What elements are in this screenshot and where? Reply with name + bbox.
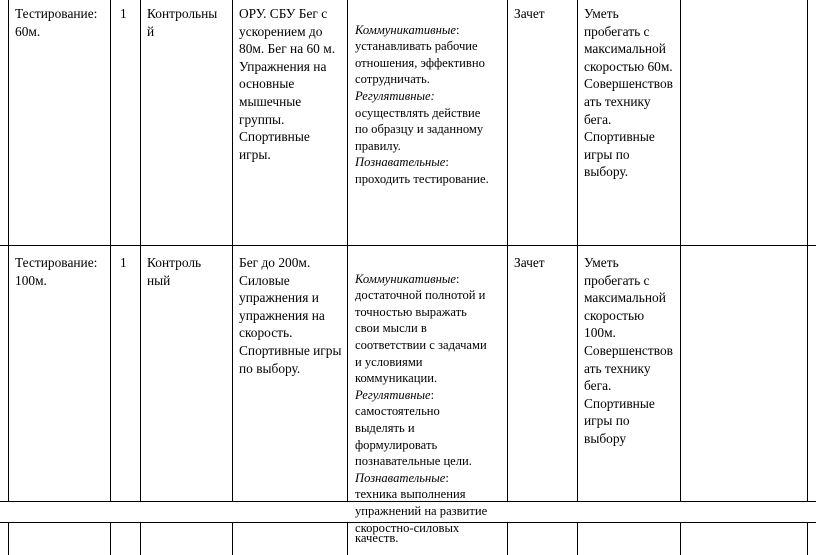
- uud-text: осуществлять действие по образцу и заданному правилу.: [355, 105, 484, 153]
- table-border: [807, 0, 808, 502]
- uud-label-regulative: Регулятивные:: [355, 387, 435, 402]
- control-cell: Зачет: [514, 255, 545, 270]
- table-border: [347, 522, 348, 555]
- table-border: [232, 0, 233, 502]
- table-border: [232, 522, 233, 555]
- hours-cell: 1: [120, 6, 127, 21]
- uud-cell: [355, 254, 505, 536]
- lesson-type-cell: Контрольны й: [147, 6, 218, 39]
- uud-label-cognitive: Познавательные:: [355, 155, 449, 170]
- content-cell: Бег до 200м. Силовые упражнения и упражнения на скорость. Спортивные игры по выбору.: [239, 255, 342, 376]
- topic-cell: Тестирование: 60м.: [15, 6, 98, 39]
- uud-text: самостоятельно выделять и формулировать познавательные цели.: [355, 404, 472, 469]
- table-border: [507, 0, 508, 502]
- result-cell: Уметь пробегать с максимальной скоростью 60м. Совершенствов ать технику бега. Спортивные игры по выбору.: [584, 6, 673, 180]
- table-border: [807, 522, 808, 555]
- table-border: [577, 0, 578, 502]
- table-border: [347, 0, 348, 502]
- table-border: [577, 522, 578, 555]
- uud-text: проходить тестирование.: [355, 171, 489, 186]
- table-border: [140, 0, 141, 502]
- uud-label-cognitive: Познавательные:: [355, 470, 449, 485]
- table-border: [8, 0, 9, 502]
- content-cell: ОРУ. СБУ Бег с ускорением до 80м. Бег на 60 м. Упражнения на основные мышечные группы. Спортивные игры.: [239, 6, 336, 162]
- lesson-type-cell: Контроль ный: [147, 255, 202, 288]
- control-cell: Зачет: [514, 6, 545, 21]
- uud-label-regulative: Регулятивные:: [355, 88, 435, 103]
- table-border: [110, 522, 111, 555]
- uud-cell: [355, 5, 505, 188]
- table-border: [8, 522, 9, 555]
- table-border: [680, 0, 681, 502]
- table-border: [140, 522, 141, 555]
- uud-label-communicative: Коммуникативные:: [355, 22, 460, 37]
- table-border: [0, 245, 816, 246]
- uud-text: достаточной полнотой и точностью выражать свои мысли в соответствии с задачами и условиями коммуникации.: [355, 288, 487, 386]
- uud-text: техника выполнения упражнений на развитие скоростно-силовых: [355, 487, 488, 535]
- topic-cell: Тестирование: 100м.: [15, 255, 98, 288]
- uud-text: устанавливать рабочие отношения, эффективно сотрудничать.: [355, 39, 485, 87]
- uud-label-communicative: Коммуникативные:: [355, 271, 460, 286]
- uud-continuation-cell: качеств.: [355, 531, 399, 545]
- table-border: [110, 0, 111, 502]
- hours-cell: 1: [120, 255, 127, 270]
- table-border: [507, 522, 508, 555]
- result-cell: Уметь пробегать с максимальной скоростью 100м. Совершенствов ать технику бега. Спортивные игры по выбору: [584, 255, 673, 446]
- table-border: [680, 522, 681, 555]
